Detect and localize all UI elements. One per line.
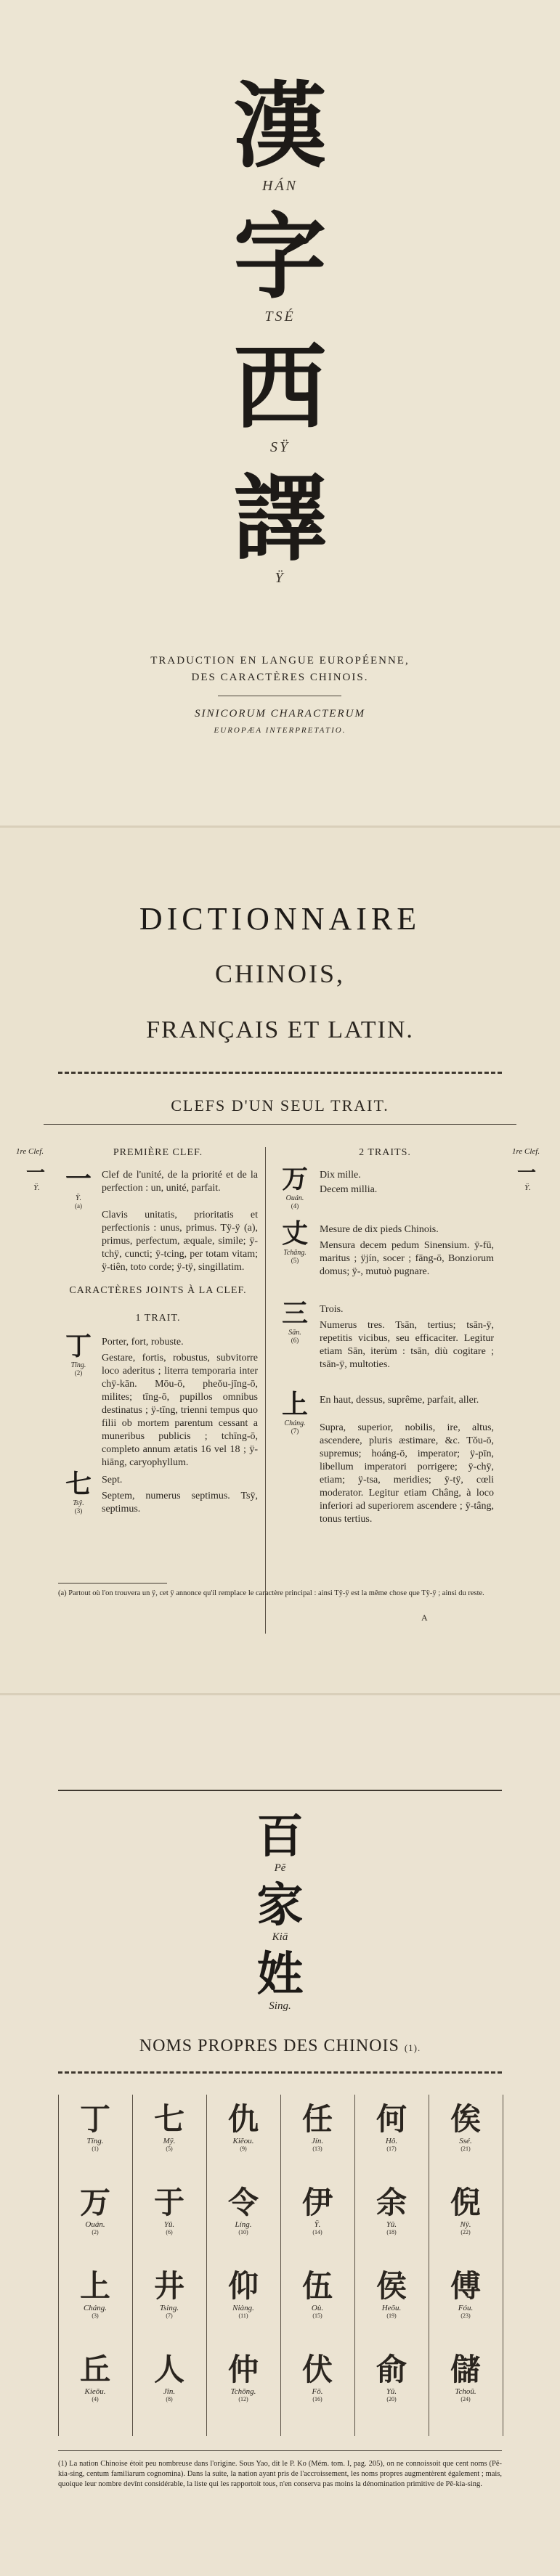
entry-roman: Tchāng. bbox=[283, 1249, 307, 1257]
name-char: 伏 bbox=[301, 2352, 333, 2387]
names-page bbox=[0, 1695, 560, 2576]
entry-number: (a) bbox=[75, 1202, 82, 1210]
name-number: (8) bbox=[166, 2396, 173, 2402]
latin-line-2: EUROPÆA INTERPRETATIO. bbox=[214, 726, 346, 735]
entry-char: 丈 bbox=[281, 1219, 308, 1249]
dictionary-footnote: (a) Partout où l'on trouvera un ÿ, cet ÿ annonce qu'il remplace le caractère principal : ainsi Tÿ-ÿ est la même chose que Tÿ-ÿ ; ainsi du reste. bbox=[58, 1589, 484, 1597]
entry-number: (2) bbox=[74, 1369, 83, 1377]
name-number: (9) bbox=[240, 2145, 247, 2152]
entry-first-latin: Clavis unitatis, prioritatis et perfectionis : unus, primus. Tÿ-ÿ (a), primus, perfectum, æquale, simile; ÿ-tchÿ, cuncti; ÿ-tcing, per totam vitam; ÿ-tiên, toto corde; ÿ-tÿ, singillatim. bbox=[102, 1210, 258, 1273]
pe-char: 百 bbox=[256, 1810, 304, 1864]
joined-heading: CARACTÈRES JOINTS À LA CLEF. bbox=[69, 1285, 247, 1296]
dictionary-title: DICTIONNAIRE bbox=[139, 901, 421, 937]
title-char-1 bbox=[0, 73, 560, 195]
entry-number: (6) bbox=[291, 1337, 299, 1344]
name-roman: Mÿ. bbox=[163, 2137, 176, 2145]
name-cell bbox=[281, 2185, 354, 2235]
pe-roman: Pĕ bbox=[274, 1862, 286, 1874]
name-cell bbox=[133, 2185, 206, 2235]
name-cell bbox=[281, 2269, 354, 2319]
title-char-2 bbox=[0, 203, 560, 325]
name-roman: Ouán. bbox=[85, 2220, 105, 2229]
han-roman: HÁN bbox=[262, 178, 298, 194]
names-ornamental-rule bbox=[58, 2071, 502, 2074]
name-number: (18) bbox=[386, 2229, 397, 2235]
name-number: (12) bbox=[238, 2396, 248, 2402]
tse-char: 字 bbox=[233, 203, 327, 311]
name-char: 仰 bbox=[227, 2268, 259, 2304]
name-roman: Yû. bbox=[386, 2220, 397, 2229]
entry-char: 七 bbox=[65, 1470, 92, 1499]
name-roman: Líng. bbox=[235, 2220, 252, 2229]
name-cell bbox=[207, 2269, 280, 2319]
left-margin-label: 1re Clef. bbox=[16, 1147, 44, 1156]
name-number: (5) bbox=[166, 2145, 173, 2152]
entry-char: 上 bbox=[281, 1390, 308, 1419]
entry-roman: Tsÿ. bbox=[73, 1499, 84, 1507]
names-title-3 bbox=[0, 1949, 560, 2013]
name-cell bbox=[207, 2102, 280, 2152]
name-number: (23) bbox=[460, 2312, 471, 2319]
name-char: 任 bbox=[301, 2101, 333, 2137]
name-char: 倪 bbox=[450, 2185, 481, 2220]
name-cell bbox=[59, 2185, 131, 2235]
name-cell bbox=[59, 2352, 131, 2402]
entry-tchang-text: Mesure de dix pieds Chinois. bbox=[320, 1224, 439, 1235]
entry-chang-text: En haut, dessus, suprême, parfait, aller. bbox=[320, 1395, 479, 1406]
names-title-2 bbox=[0, 1880, 560, 1944]
name-roman: Cháng. bbox=[83, 2304, 107, 2312]
name-roman: Jín. bbox=[311, 2137, 324, 2145]
entry-char: 万 bbox=[281, 1165, 308, 1194]
name-roman: Kieōu. bbox=[84, 2387, 106, 2396]
name-char: 于 bbox=[153, 2185, 184, 2220]
entry-tsy-latin: Septem, numerus septimus. Tsÿ, septimus. bbox=[102, 1491, 258, 1515]
name-char: 令 bbox=[227, 2185, 259, 2220]
entry-number: (7) bbox=[291, 1427, 299, 1435]
entry-roman: Ÿ. bbox=[75, 1194, 82, 1202]
right-margin-label: 1re Clef. bbox=[512, 1147, 540, 1156]
name-roman: Hô. bbox=[385, 2137, 398, 2145]
name-char: 上 bbox=[79, 2268, 110, 2304]
kia-roman: Kiā bbox=[272, 1931, 288, 1943]
name-number: (6) bbox=[166, 2229, 173, 2235]
name-roman: Ÿ. bbox=[314, 2220, 321, 2229]
name-cell bbox=[429, 2185, 502, 2235]
section-heading: CLEFS D'UN SEUL TRAIT. bbox=[171, 1096, 389, 1114]
entry-tchang bbox=[275, 1220, 315, 1264]
name-number: (3) bbox=[92, 2312, 99, 2319]
names-footnote: (1) La nation Chinoise étoit peu nombreuse dans l'origine. Sous Yao, dit le P. Ko (Mém. tom. I, pag. 205), on ne connoissoit que cent noms (Pĕ-kia-sing, centum familiarum cognomina). Dans la suite, la nation ayant pris de l'accroissement, les noms propres augmentèrent également ; mais, quoique leur nombre devînt considérable, la liste qui les rapportoit tous, n'en conserva pas moins la dénomination primitive de Pĕ-kia-sing. bbox=[58, 2460, 502, 2488]
entry-char: 三 bbox=[281, 1299, 308, 1329]
entry-roman: Sān. bbox=[288, 1329, 301, 1337]
name-number: (7) bbox=[166, 2312, 173, 2319]
entry-tsy bbox=[58, 1470, 99, 1515]
dictionary-page bbox=[0, 828, 560, 1695]
name-cell bbox=[59, 2269, 131, 2319]
names-heading-text: NOMS PROPRES DES CHINOIS bbox=[139, 2037, 399, 2055]
y-char: 譯 bbox=[233, 465, 327, 573]
name-char: 侯 bbox=[376, 2268, 407, 2304]
name-number: (2) bbox=[92, 2229, 99, 2235]
name-roman: Tsing. bbox=[159, 2304, 179, 2312]
y-roman: Ÿ bbox=[275, 570, 285, 586]
kia-char: 家 bbox=[256, 1879, 304, 1933]
name-cell bbox=[281, 2352, 354, 2402]
name-cell bbox=[429, 2269, 502, 2319]
left-margin-char: 一 bbox=[26, 1162, 46, 1184]
tse-roman: TSÉ bbox=[264, 309, 296, 325]
subtitle-line-1: TRADUCTION EN LANGUE EUROPÉENNE, bbox=[150, 655, 410, 667]
name-char: 儲 bbox=[450, 2352, 481, 2387]
name-number: (4) bbox=[92, 2396, 99, 2402]
entry-number: (5) bbox=[291, 1257, 299, 1264]
sing-char: 姓 bbox=[256, 1948, 304, 2002]
name-roman: Tchoû. bbox=[455, 2387, 476, 2396]
entry-ouan-text: Dix mille. bbox=[320, 1170, 361, 1181]
name-number: (11) bbox=[238, 2312, 248, 2319]
ornamental-rule bbox=[58, 1072, 502, 1074]
name-roman: Heŏu. bbox=[381, 2304, 402, 2312]
entry-chang bbox=[275, 1390, 315, 1435]
name-char: 丘 bbox=[79, 2352, 110, 2387]
dictionary-title-2: CHINOIS, bbox=[214, 959, 345, 988]
column-divider bbox=[265, 1147, 266, 1634]
name-char: 人 bbox=[153, 2352, 184, 2387]
title-char-4 bbox=[0, 465, 560, 587]
name-char: 伊 bbox=[301, 2185, 333, 2220]
name-cell bbox=[59, 2102, 131, 2152]
name-char: 俞 bbox=[376, 2352, 407, 2387]
name-cell bbox=[355, 2352, 428, 2402]
dictionary-title-3: FRANÇAIS ET LATIN. bbox=[146, 1016, 414, 1043]
name-char: 傅 bbox=[450, 2268, 481, 2304]
name-number: (20) bbox=[386, 2396, 397, 2402]
name-roman: Fóu. bbox=[458, 2304, 474, 2312]
signature-mark: A bbox=[421, 1613, 428, 1623]
name-roman: Niàng. bbox=[232, 2304, 254, 2312]
name-number: (21) bbox=[460, 2145, 471, 2152]
entry-char: 丁 bbox=[65, 1332, 92, 1361]
names-heading bbox=[0, 2037, 560, 2056]
entry-san-latin: Numerus tres. Tsān, tertius; tsān-ÿ, repetitis vicibus, seu efficaciter. Legitur etiam Sān, iterùm : tsān, diù cogitare ; tsān-ÿ, multoties. bbox=[320, 1320, 494, 1370]
name-char: 万 bbox=[79, 2185, 110, 2220]
subtitle-line-2: DES CARACTÈRES CHINOIS. bbox=[191, 672, 369, 683]
name-number: (10) bbox=[238, 2229, 248, 2235]
entry-first bbox=[58, 1165, 99, 1210]
entry-san bbox=[275, 1300, 315, 1344]
sy-roman: SŸ bbox=[269, 439, 291, 455]
name-char: 何 bbox=[376, 2101, 407, 2137]
entry-number: (4) bbox=[291, 1202, 299, 1210]
name-number: (19) bbox=[386, 2312, 397, 2319]
entry-char: 一 bbox=[65, 1165, 92, 1194]
name-cell bbox=[355, 2185, 428, 2235]
title-char-3 bbox=[0, 334, 560, 456]
name-cell bbox=[429, 2352, 502, 2402]
names-heading-note: (1). bbox=[404, 2042, 421, 2053]
entry-san-text: Trois. bbox=[320, 1304, 344, 1315]
entry-chang-latin: Supra, superior, nobilis, ire, altus, ascendere, pluris æstimare, &c. Tŏu-ō, supremus; hoáng-ō, imperator; ÿ-pīn, libellum imperatori porrigere; ÿ-chÿ, etiam; ÿ-tsa, meridies; ÿ-tÿ, cœli moderator. Legitur etiam Châng, à loco inferiori ad superiorem ascendere ; ÿ-tâng, tonus tertius. bbox=[320, 1422, 494, 1525]
name-number: (15) bbox=[312, 2312, 322, 2319]
name-number: (1) bbox=[92, 2145, 99, 2152]
top-rule bbox=[58, 1790, 502, 1791]
name-cell bbox=[429, 2102, 502, 2152]
name-roman: Nÿ. bbox=[460, 2220, 471, 2229]
section-rule bbox=[44, 1124, 516, 1125]
name-number: (13) bbox=[312, 2145, 322, 2152]
name-char: 仲 bbox=[227, 2352, 259, 2387]
name-roman: Tīng. bbox=[86, 2137, 104, 2145]
name-cell bbox=[133, 2269, 206, 2319]
name-char: 俟 bbox=[450, 2101, 481, 2137]
name-roman: Où. bbox=[311, 2304, 324, 2312]
entry-ouan bbox=[275, 1165, 315, 1210]
entry-roman: Ouán. bbox=[285, 1194, 304, 1202]
name-char: 丁 bbox=[79, 2101, 110, 2137]
name-char: 伍 bbox=[301, 2268, 333, 2304]
entry-ouan-latin: Decem millia. bbox=[320, 1184, 378, 1195]
name-number: (16) bbox=[312, 2396, 322, 2402]
entry-ting-text: Porter, fort, robuste. bbox=[102, 1337, 184, 1348]
right-heading: 2 TRAITS. bbox=[359, 1147, 411, 1158]
entry-roman: Cháng. bbox=[284, 1419, 306, 1427]
han-char: 漢 bbox=[233, 73, 327, 181]
name-cell bbox=[207, 2352, 280, 2402]
name-roman: Tchōng. bbox=[230, 2387, 256, 2396]
name-cell bbox=[281, 2102, 354, 2152]
names-bottom-rule bbox=[58, 2450, 502, 2451]
name-number: (14) bbox=[312, 2229, 322, 2235]
one-stroke-heading: 1 TRAIT. bbox=[135, 1313, 181, 1324]
name-cell bbox=[355, 2269, 428, 2319]
title-page bbox=[0, 0, 560, 828]
entry-number: (3) bbox=[74, 1507, 83, 1515]
name-cell bbox=[133, 2102, 206, 2152]
left-heading: PREMIÈRE CLEF. bbox=[113, 1147, 203, 1158]
entry-tchang-latin: Mensura decem pedum Sinensium. ÿ-fū, maritus ; ÿjín, socer ; fāng-ō, Bonziorum domus; ÿ-, mutuò pugnare. bbox=[320, 1240, 494, 1277]
entry-tsy-text: Sept. bbox=[102, 1475, 123, 1485]
entry-ting bbox=[58, 1332, 99, 1377]
name-cell bbox=[355, 2102, 428, 2152]
sing-roman: Sing. bbox=[269, 2000, 291, 2012]
right-margin-char: 一 bbox=[517, 1162, 537, 1184]
name-roman: Kiĕou. bbox=[232, 2137, 254, 2145]
entry-first-text: Clef de l'unité, de la priorité et de la perfection : un, unité, parfait. bbox=[102, 1170, 258, 1194]
name-number: (22) bbox=[460, 2229, 471, 2235]
names-title-1 bbox=[0, 1811, 560, 1875]
left-margin-roman: Ÿ. bbox=[33, 1183, 40, 1192]
name-number: (17) bbox=[386, 2145, 397, 2152]
name-roman: Yū. bbox=[163, 2220, 175, 2229]
entry-ting-latin: Gestare, fortis, robustus, subvitorre loco aderitus ; literra temporaria inter chÿ-kān. Mōu-ō, pheŏu-jīng-ō, milites; tīng-ō, pupillos omnibus destinatus ; ÿ-tīng, trienni tempus quo filii ob mortem parentum cessant a muneribus publicis ; tchīng-ō, completo annum ætatis 16 vel 18 ; ÿ-hiāng, caryophyllum. bbox=[102, 1353, 258, 1468]
name-char: 井 bbox=[153, 2268, 184, 2304]
name-cell bbox=[133, 2352, 206, 2402]
name-char: 七 bbox=[153, 2101, 184, 2137]
right-margin-roman: Ÿ. bbox=[524, 1183, 531, 1192]
name-roman: Jîn. bbox=[163, 2387, 176, 2396]
name-roman: Fŏ. bbox=[312, 2387, 323, 2396]
name-char: 余 bbox=[376, 2185, 407, 2220]
latin-line-1: SINICORUM CHARACTERUM bbox=[195, 708, 365, 720]
name-roman: Ssé. bbox=[459, 2137, 472, 2145]
name-number: (24) bbox=[460, 2396, 471, 2402]
name-char: 仇 bbox=[227, 2101, 259, 2137]
name-cell bbox=[207, 2185, 280, 2235]
entry-roman: Tīng. bbox=[70, 1361, 86, 1369]
sy-char: 西 bbox=[233, 334, 327, 442]
name-roman: Yû. bbox=[386, 2387, 397, 2396]
